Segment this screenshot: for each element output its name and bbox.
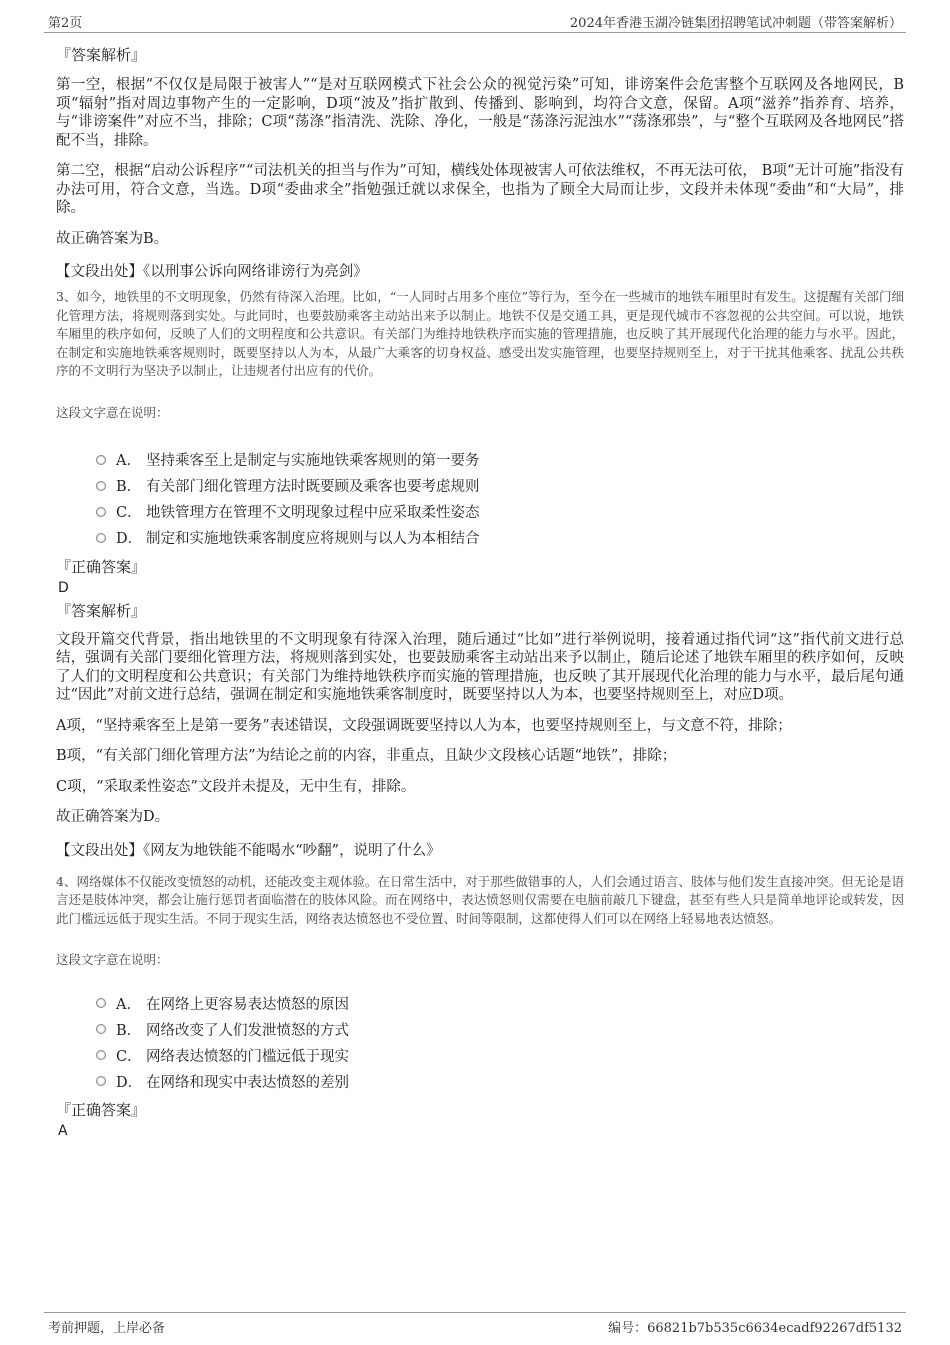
correct-answer-value: D xyxy=(58,579,69,596)
analysis-paragraph: C项，“采取柔性姿态”文段并未提及，无中生有，排除。 xyxy=(56,778,416,795)
correct-answer-label: 『正确答案』 xyxy=(56,1101,147,1119)
page-header xyxy=(44,10,906,33)
option-a[interactable]: A． 在网络上更容易表达愤怒的原因 xyxy=(96,990,904,1016)
option-d[interactable]: D． 在网络和现实中表达愤怒的差别 xyxy=(96,1068,904,1094)
analysis-conclusion: 故正确答案为D。 xyxy=(56,809,170,825)
question-4-text: 4、网络媒体不仅能改变愤怒的动机，还能改变主观体验。在日常生活中，对于那些做错事的人，人们会通过语言、肢体与他们发生直接冲突。但无论是语言还是肢体冲突，都会让施行惩罚者面临潜在的肢体风险。而在网络中，表达愤怒则仅需要在电脑前敲几下键盘，甚至有些人只是简单地评论或转发，因此门槛远远低于现实生活。不同于现实生活，网络表达愤怒也不受位置、时间等限制，这都使得人们可以在网络上轻易地表达愤怒。 xyxy=(56,873,904,926)
page-number: 第2页 xyxy=(48,16,83,31)
question-4-prompt: 这段文字意在说明： xyxy=(56,952,169,967)
question-3-options xyxy=(56,447,904,551)
footer-slogan: 考前押题，上岸必备 xyxy=(48,1321,166,1336)
radio-button[interactable] xyxy=(96,998,106,1008)
radio-button[interactable] xyxy=(96,533,106,543)
option-a[interactable]: A． 坚持乘客至上是制定与实施地铁乘客规则的第一要务 xyxy=(96,447,904,473)
analysis-paragraph: B项，“有关部门细化管理方法”为结论之前的内容，非重点，且缺少文段核心话题“地铁”，排除； xyxy=(56,748,677,764)
main-content xyxy=(56,44,904,1140)
document-id: 编号：66821b7b535c6634ecadf92267df5132 xyxy=(608,1321,902,1336)
option-c[interactable]: C． 地铁管理方在管理不文明现象过程中应采取柔性姿态 xyxy=(96,499,904,525)
correct-answer-value: A xyxy=(58,1123,68,1139)
question-3-prompt: 这段文字意在说明： xyxy=(56,404,169,420)
analysis-label: 『答案解析』 xyxy=(56,46,147,64)
analysis-paragraph: 第二空，根据“启动公诉程序”“司法机关的担当与作为”可知，横线处体现被害人可依法维权，不再无法可依， B项“无计可施”指没有办法可用，符合文意，当选。D项“委曲求全”指勉强迁就以求保全，也指为了顾全大局而让步，文段并未体现“委曲”和“大局”，排除。 xyxy=(56,163,904,216)
question-4-options xyxy=(56,990,904,1094)
radio-button[interactable] xyxy=(96,481,106,491)
source-citation: 【文段出处】《以刑事公诉向网络诽谤行为亮剑》 xyxy=(56,264,368,280)
analysis-conclusion: 故正确答案为B。 xyxy=(56,230,169,247)
option-b[interactable]: B． 网络改变了人们发泄愤怒的方式 xyxy=(96,1016,904,1042)
page-footer xyxy=(44,1312,906,1337)
analysis-label: 『答案解析』 xyxy=(56,601,147,620)
source-citation: 【文段出处】《网友为地铁能不能喝水“吵翻”，说明了什么》 xyxy=(56,842,441,859)
analysis-paragraph: 文段开篇交代背景，指出地铁里的不文明现象有待深入治理，随后通过“比如”进行举例说明，接着通过指代词“这”指代前文进行总结，强调有关部门要细化管理方法，将规则落到实处，也要鼓励乘客主动站出来予以制止，随后论述了地铁车厢里的秩序如何，反映了人们的文明程度和公共意识；有关部门为维持地铁秩序而实施的管理措施，也反映了其开展现代化治理的能力与水平，最后尾句通过“因此”对前文进行总结，强调在制定和实施地铁乘客制度时，既要坚持以人为本，也要坚持规则至上，对应D项。 xyxy=(56,631,904,703)
analysis-paragraph: A项，“坚持乘客至上是第一要务”表述错误，文段强调既要坚持以人为本，也要坚持规则至上，与文意不符，排除； xyxy=(56,717,792,734)
radio-button[interactable] xyxy=(96,1076,106,1086)
option-b[interactable]: B． 有关部门细化管理方法时既要顾及乘客也要考虑规则 xyxy=(96,473,904,499)
radio-button[interactable] xyxy=(96,507,106,517)
option-c[interactable]: C． 网络表达愤怒的门槛远低于现实 xyxy=(96,1042,904,1068)
document-title: 2024年香港玉湖冷链集团招聘笔试冲刺题（带答案解析） xyxy=(569,16,902,31)
correct-answer-label: 『正确答案』 xyxy=(56,557,147,576)
question-3-text: 3、如今，地铁里的不文明现象，仍然有待深入治理。比如，“一人同时占用多个座位”等行为，至今在一些城市的地铁车厢里时有发生。这提醒有关部门细化管理方法，将规则落到实处。与此同时，也要鼓励乘客主动站出来予以制止。地铁不仅是交通工具，更是现代城市不容忽视的公共空间。可以说，地铁车厢里的秩序如何，反映了人们的文明程度和公共意识。有关部门为维持地铁秩序而实施的管理措施，也反映了其开展现代化治理的能力与水平。因此，在制定和实施地铁乘客规则时，既要坚持以人为本，从最广大乘客的切身权益、感受出发实施管理，也要坚持规则至上，对于干扰其他乘客、扰乱公共秩序的不文明行为坚决予以制止，让违规者付出应有的代价。 xyxy=(56,289,904,378)
analysis-paragraph: 第一空，根据“不仅仅是局限于被害人”“是对互联网模式下社会公众的视觉污染”可知，诽谤案件会危害整个互联网及各地网民，B项“辐射”指对周边事物产生的一定影响，D项“波及”指扩散到、传播到、影响到，均符合文意，保留。A项“滋养”指养育、培养，与“诽谤案件”对应不当，排除；C项“荡涤”指清洗、洗除、净化，一般是“荡涤污泥浊水”“荡涤邪祟”，与“整个互联网及各地网民”搭配不当，排除。 xyxy=(56,77,904,149)
option-d[interactable]: D． 制定和实施地铁乘客制度应将规则与以人为本相结合 xyxy=(96,525,904,551)
radio-button[interactable] xyxy=(96,1024,106,1034)
radio-button[interactable] xyxy=(96,455,106,465)
radio-button[interactable] xyxy=(96,1050,106,1060)
